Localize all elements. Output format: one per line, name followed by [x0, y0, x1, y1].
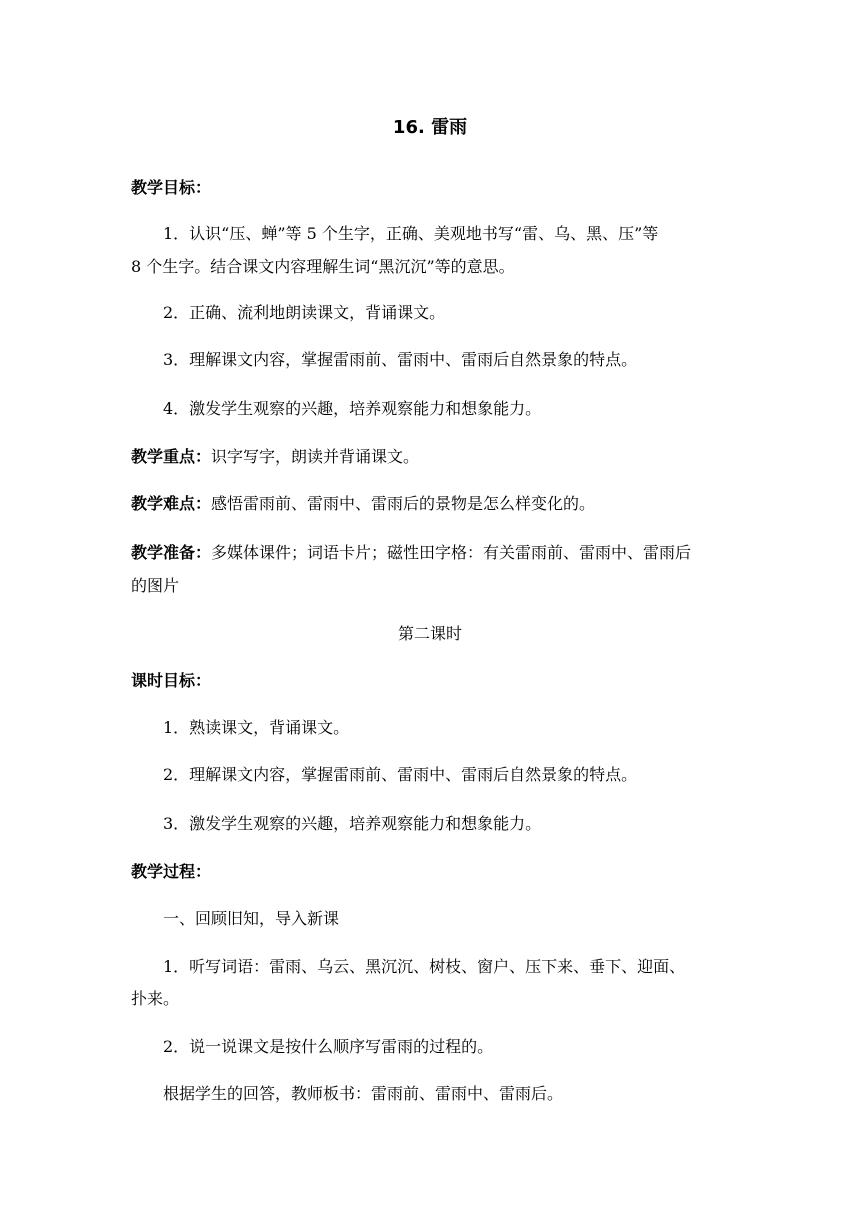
process-note: 根据学生的回答，教师板书：雷雨前、雷雨中、雷雨后。 — [163, 1084, 564, 1103]
difficulties — [131, 492, 731, 516]
lesson-objective-item-1: 1．熟读课文，背诵课文。 — [163, 718, 350, 737]
process-step-1: 一、回顾旧知，导入新课 — [163, 909, 340, 928]
lesson-objective-item-2: 2．理解课文内容，掌握雷雨前、雷雨中、雷雨后自然景象的特点。 — [163, 765, 638, 784]
preparation-text-line-1: 多媒体课件；词语卡片；磁性田字格：有关雷雨前、雷雨中、雷雨后 — [211, 543, 692, 562]
preparation — [131, 541, 731, 565]
lesson-objectives-label: 课时目标： — [131, 671, 212, 690]
lesson-objective-item-3: 3．激发学生观察的兴趣，培养观察能力和想象能力。 — [163, 814, 542, 833]
lesson-heading: 第二课时 — [397, 624, 462, 643]
process-label: 教学过程： — [131, 862, 212, 881]
key-points-text: 识字写字，朗读并背诵课文。 — [211, 447, 420, 466]
difficulties-label: 教学难点： — [131, 494, 212, 513]
process-item-2: 2．说一说课文是按什么顺序写雷雨的过程的。 — [163, 1037, 494, 1056]
key-points-label: 教学重点： — [131, 447, 212, 466]
preparation-text-line-2: 的图片 — [131, 576, 180, 595]
objective-item-4: 4．激发学生观察的兴趣，培养观察能力和想象能力。 — [163, 399, 542, 418]
objectives-label: 教学目标： — [131, 178, 212, 197]
objective-item-2: 2．正确、流利地朗读课文，背诵课文。 — [163, 303, 446, 322]
process-item-1-line-1: 1．听写词语：雷雨、乌云、黑沉沉、树枝、窗户、压下来、垂下、迎面、 — [163, 957, 686, 976]
objective-item-1-line-2: 8 个生字。结合课文内容理解生词“黑沉沉”等的意思。 — [131, 257, 515, 276]
process-item-1-line-2: 扑来。 — [131, 989, 180, 1008]
objective-item-3: 3．理解课文内容，掌握雷雨前、雷雨中、雷雨后自然景象的特点。 — [163, 350, 638, 369]
page-title: 16. 雷雨 — [392, 117, 468, 138]
key-points — [131, 445, 731, 469]
difficulties-text: 感悟雷雨前、雷雨中、雷雨后的景物是怎么样变化的。 — [211, 494, 596, 513]
preparation-label: 教学准备： — [131, 543, 212, 562]
objective-item-1-line-1: 1．认识“压、蝉”等 5 个生字，正确、美观地书写“雷、乌、黑、压”等 — [163, 224, 659, 243]
